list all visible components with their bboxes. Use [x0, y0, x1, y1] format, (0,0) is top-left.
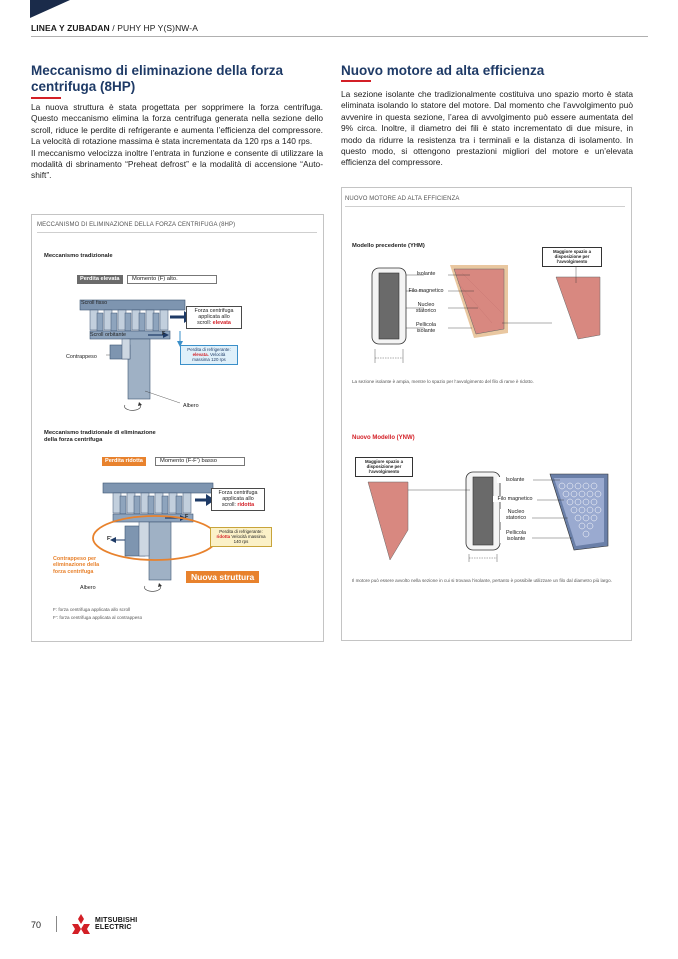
- albero-label: Albero: [183, 403, 199, 409]
- prev-nucleo-label: [410, 302, 442, 315]
- motor-box-title: NUOVO MOTORE AD ALTA EFFICIENZA: [345, 196, 460, 202]
- new-flow-highlight: ridotta: [216, 534, 231, 540]
- page-number: 70: [31, 920, 42, 930]
- prev-pellicola-label: [410, 322, 442, 335]
- new-caption: Il motore può essere avvolto nella sezione in cui si trovava l’isolante, pertanto è possibile utilizzare un filo dal diametro più largo.: [352, 578, 612, 583]
- new-force-callout: [211, 488, 265, 511]
- new-callout-line2: applicata allo: [222, 496, 254, 503]
- new-nucleo-line2: statorico: [505, 515, 527, 522]
- header-brand: LINEA Y ZUBADAN: [31, 23, 110, 33]
- new-moment-tag: Momento (F-F’) basso: [155, 457, 245, 466]
- trad-callout-line2: applicata allo: [198, 314, 230, 321]
- force-f-label: F: [162, 331, 166, 337]
- orange-contrappeso-note: [53, 556, 99, 575]
- mitsubishi-logo-text: [95, 917, 137, 932]
- prev-pellicola-line1: Pellicola: [415, 322, 437, 328]
- new-force-f-label: F: [185, 514, 189, 520]
- prev-callout-line1: Maggiore spazio a: [552, 249, 592, 254]
- new-pellicola-line1: Pellicola: [505, 530, 527, 536]
- prev-isolante-label: Isolante: [416, 271, 436, 277]
- prev-space-callout: [542, 247, 602, 267]
- header-corner-triangle: [30, 0, 70, 18]
- trad-callout-line3: scroll:: [197, 320, 213, 327]
- footer-separator: [56, 916, 57, 932]
- new-callout-line2-motor: disposizione per: [366, 464, 402, 470]
- scroll-fisso-label: Scroll fisso: [81, 300, 108, 306]
- left-title-line1: Meccanismo di eliminazione della forza: [31, 63, 284, 78]
- contrappeso-label: Contrappeso: [66, 354, 97, 360]
- previous-caption: La sezione isolante è ampia, mentre lo spazio per l’avvolgimento del filo di rame è ridotto.: [352, 379, 534, 384]
- previous-motor-diagram: [362, 253, 622, 365]
- new-mechanism-heading: [44, 430, 156, 444]
- orange-note-line1: Contrappeso per: [53, 556, 97, 562]
- new-flow-line2: Velocità massima: [231, 534, 266, 540]
- right-paragraph: La sezione isolante che tradizionalmente costituiva uno spazio morto è stata eliminata isolando lo statore del motore. Dal momento che l’avvolgimento può avvenire in questa sezione, l’area di avvolgimento può essere aumentata del 9% circa. Inoltre, il diametro dei fili è stato incrementato di due misure, in modo da ridurre la resistenza tra i terminali e la distanza di isolamento. In questo modo, si ottengono prestazioni migliori del motore e un’elevata efficienza del compressore.: [341, 89, 633, 168]
- traditional-moment-tag: Momento (F) alto.: [127, 275, 217, 284]
- header-rule: [31, 36, 648, 37]
- new-pellicola-line2: isolante: [506, 536, 526, 543]
- logo-line2: ELECTRIC: [95, 924, 132, 932]
- mitsubishi-logo-icon: [70, 914, 92, 934]
- new-filo-label: Filo magnetico: [493, 496, 537, 502]
- orange-note-line3: forza centrifuga: [53, 568, 94, 575]
- previous-model-heading: Modello precedente (YHM): [352, 243, 425, 249]
- new-callout-line1: Forza centrifuga: [218, 490, 258, 496]
- new-refrigerant-box: [210, 527, 272, 547]
- force-note-2: F’: forza centrifuga applicata al contrappeso: [53, 615, 143, 620]
- new-heading-line2: della forza centrifuga: [44, 437, 103, 443]
- new-model-heading: Nuovo Modello (YNW): [352, 435, 415, 441]
- page-header: [31, 23, 198, 33]
- new-flow-line1: Perdita di refrigerante:: [219, 529, 263, 534]
- left-title-line2: centrifuga (8HP): [31, 79, 136, 94]
- new-nucleo-line1: Nucleo: [507, 509, 525, 515]
- new-force-fprime-label: F': [107, 536, 112, 542]
- right-section-body: [341, 89, 633, 169]
- motor-box-rule: [345, 206, 625, 207]
- logo-line1: MITSUBISHI: [95, 917, 138, 924]
- new-loss-tag: Perdita ridotta: [102, 457, 146, 466]
- left-title-accent: [31, 97, 61, 99]
- trad-flow-line1: Perdita di refrigerante:: [187, 347, 231, 352]
- prev-pellicola-line2: isolante: [416, 328, 436, 335]
- header-model: PUHY HP Y(S)NW-A: [117, 23, 198, 33]
- trad-callout-highlight: elevata: [212, 320, 231, 327]
- centrifugal-box-title: MECCANISMO DI ELIMINAZIONE DELLA FORZA CENTRIFUGA (8HP): [37, 222, 236, 228]
- prev-nucleo-line1: Nucleo: [417, 302, 435, 308]
- new-space-callout: [355, 457, 413, 477]
- traditional-loss-tag: Perdita elevata: [77, 275, 123, 284]
- new-callout-highlight: ridotta: [237, 502, 255, 509]
- new-callout-line3: scroll:: [221, 502, 238, 509]
- prev-callout-line3: l’avvolgimento: [556, 259, 588, 265]
- new-heading-line1: Meccanismo tradizionale di eliminazione: [44, 430, 156, 436]
- new-isolante-label: Isolante: [497, 477, 533, 483]
- left-paragraph-1: La nuova struttura è stata progettata per sopprimere la forza centrifuga. Questo meccanismo elimina la forza centrifuga generata nella sezione dello scroll, riduce le perdite di refrigerante e aumenta l’efficienza del compressore. La velocità di rotazione massima è stata incrementata da 120 rps a 140 rps.: [31, 102, 323, 147]
- new-callout-line1-motor: Maggiore spazio a: [364, 459, 404, 464]
- new-flow-line3: 140 rps: [233, 539, 249, 545]
- new-pellicola-label: [500, 530, 532, 543]
- traditional-heading: Meccanismo tradizionale: [44, 253, 113, 259]
- force-note-1: F: forza centrifuga applicata allo scroll: [53, 607, 131, 612]
- traditional-refrigerant-box: [180, 345, 238, 365]
- new-nucleo-label: [500, 509, 532, 522]
- left-paragraph-2: Il meccanismo velocizza inoltre l’entrata in funzione e consente di utilizzare la modalità di sbrinamento “Preheat defrost” e la modalità di accensione “Auto-shift”.: [31, 147, 323, 181]
- prev-filo-label: Filo magnetico: [408, 288, 444, 294]
- left-section-title: [31, 63, 321, 95]
- prev-callout-line2: disposizione per: [554, 254, 590, 260]
- right-section-title: Nuovo motore ad alta efficienza: [341, 63, 545, 78]
- trad-flow-highlight: elevata.: [192, 352, 209, 358]
- header-separator: /: [109, 23, 118, 33]
- trad-flow-line2: Velocità: [209, 352, 226, 358]
- trad-flow-line3: massima 120 rps: [192, 357, 226, 363]
- left-section-body: [31, 102, 323, 182]
- scroll-orbitante-label: Scroll orbitante: [90, 332, 126, 338]
- new-callout-line3-motor: l’avvolgimento: [368, 469, 400, 475]
- nuova-struttura-banner: Nuova struttura: [186, 571, 259, 583]
- prev-nucleo-line2: statorico: [415, 308, 437, 315]
- centrifugal-box-rule: [37, 232, 317, 233]
- trad-callout-line1: Forza centrifuga: [194, 308, 234, 314]
- new-albero-label: Albero: [80, 585, 96, 591]
- traditional-force-callout: [186, 306, 242, 329]
- right-title-accent: [341, 80, 371, 82]
- orange-note-line2: eliminazione della: [53, 562, 100, 569]
